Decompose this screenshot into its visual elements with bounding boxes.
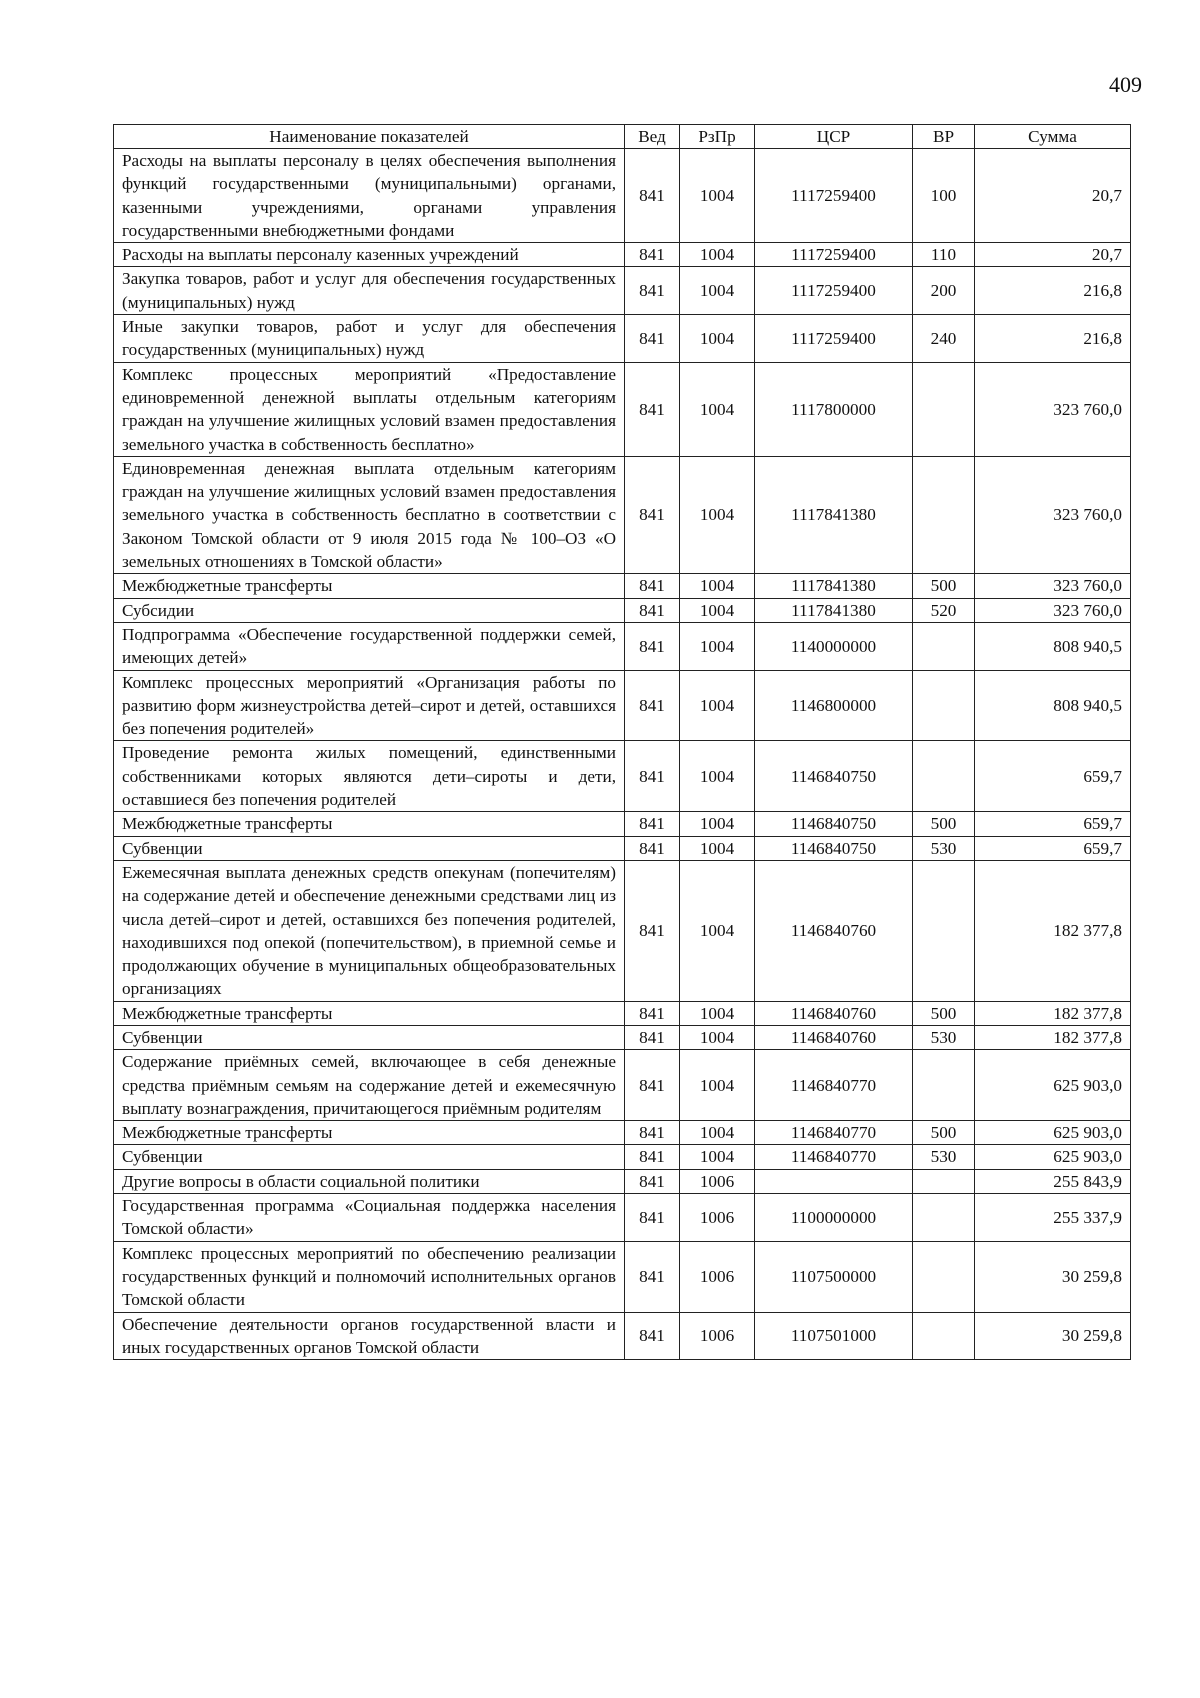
cell-sum: 20,7 [975, 149, 1131, 243]
cell-rzpr: 1006 [680, 1169, 755, 1193]
cell-vr: 500 [913, 1121, 975, 1145]
cell-ved: 841 [625, 1312, 680, 1360]
table-row [114, 1241, 1131, 1312]
cell-csr: 1146840760 [755, 860, 913, 1001]
page-number: 409 [1109, 72, 1142, 97]
cell-sum: 625 903,0 [975, 1121, 1131, 1145]
table-row [114, 1312, 1131, 1360]
cell-ved: 841 [625, 149, 680, 243]
cell-rzpr: 1004 [680, 456, 755, 573]
cell-name: Государственная программа «Социальная поддержка населения Томской области» [114, 1194, 625, 1242]
cell-name: Субвенции [114, 836, 625, 860]
cell-name: Обеспечение деятельности органов государственной власти и иных государственных органов Томской области [114, 1312, 625, 1360]
cell-rzpr: 1004 [680, 812, 755, 836]
cell-sum: 216,8 [975, 315, 1131, 363]
cell-vr [913, 1312, 975, 1360]
cell-ved: 841 [625, 1050, 680, 1121]
table-row [114, 315, 1131, 363]
cell-sum: 808 940,5 [975, 622, 1131, 670]
cell-name: Содержание приёмных семей, включающее в себя денежные средства приёмным семьям на содержание детей и ежемесячную выплату вознаграждения, причитающегося приёмным родителям [114, 1050, 625, 1121]
cell-vr [913, 456, 975, 573]
cell-name: Другие вопросы в области социальной политики [114, 1169, 625, 1193]
cell-vr [913, 1194, 975, 1242]
cell-name: Комплекс процессных мероприятий «Организация работы по развитию форм жизнеустройства детей–сирот и детей, оставшихся без попечения родителей» [114, 670, 625, 741]
cell-ved: 841 [625, 1241, 680, 1312]
cell-sum: 659,7 [975, 836, 1131, 860]
cell-name: Расходы на выплаты персоналу в целях обеспечения выполнения функций государственными (муниципальными) органами, казенными учреждениями, органами управления государственными внебюджетными фондами [114, 149, 625, 243]
cell-sum: 30 259,8 [975, 1312, 1131, 1360]
cell-csr: 1117841380 [755, 598, 913, 622]
cell-csr: 1146840750 [755, 812, 913, 836]
cell-name: Межбюджетные трансферты [114, 1001, 625, 1025]
cell-ved: 841 [625, 574, 680, 598]
cell-sum: 808 940,5 [975, 670, 1131, 741]
cell-ved: 841 [625, 315, 680, 363]
cell-rzpr: 1004 [680, 243, 755, 267]
cell-rzpr: 1004 [680, 836, 755, 860]
cell-csr: 1146800000 [755, 670, 913, 741]
cell-csr: 1117800000 [755, 362, 913, 456]
cell-vr: 500 [913, 1001, 975, 1025]
cell-vr: 100 [913, 149, 975, 243]
cell-csr: 1146840770 [755, 1050, 913, 1121]
cell-csr: 1117259400 [755, 149, 913, 243]
cell-vr: 530 [913, 836, 975, 860]
cell-sum: 216,8 [975, 267, 1131, 315]
cell-ved: 841 [625, 267, 680, 315]
cell-rzpr: 1006 [680, 1194, 755, 1242]
table-row [114, 574, 1131, 598]
cell-vr: 530 [913, 1025, 975, 1049]
cell-csr: 1146840760 [755, 1001, 913, 1025]
table-row [114, 836, 1131, 860]
cell-vr: 240 [913, 315, 975, 363]
budget-table [113, 124, 1131, 1360]
cell-csr: 1146840760 [755, 1025, 913, 1049]
cell-sum: 30 259,8 [975, 1241, 1131, 1312]
cell-csr: 1117841380 [755, 456, 913, 573]
cell-vr [913, 362, 975, 456]
cell-name: Иные закупки товаров, работ и услуг для обеспечения государственных (муниципальных) нужд [114, 315, 625, 363]
table-header-row [114, 125, 1131, 149]
cell-rzpr: 1004 [680, 1121, 755, 1145]
cell-sum: 323 760,0 [975, 574, 1131, 598]
cell-sum: 625 903,0 [975, 1145, 1131, 1169]
cell-sum: 625 903,0 [975, 1050, 1131, 1121]
cell-rzpr: 1004 [680, 1145, 755, 1169]
cell-vr [913, 741, 975, 812]
header-ved: Вед [625, 125, 680, 149]
cell-rzpr: 1004 [680, 1001, 755, 1025]
cell-rzpr: 1004 [680, 267, 755, 315]
cell-vr: 200 [913, 267, 975, 315]
cell-sum: 255 843,9 [975, 1169, 1131, 1193]
cell-vr [913, 1169, 975, 1193]
cell-ved: 841 [625, 362, 680, 456]
table-row [114, 1169, 1131, 1193]
cell-vr [913, 1241, 975, 1312]
cell-rzpr: 1004 [680, 315, 755, 363]
cell-name: Закупка товаров, работ и услуг для обеспечения государственных (муниципальных) нужд [114, 267, 625, 315]
cell-ved: 841 [625, 622, 680, 670]
cell-sum: 182 377,8 [975, 1001, 1131, 1025]
cell-ved: 841 [625, 1194, 680, 1242]
cell-sum: 323 760,0 [975, 598, 1131, 622]
cell-vr [913, 622, 975, 670]
cell-csr: 1107501000 [755, 1312, 913, 1360]
cell-rzpr: 1004 [680, 670, 755, 741]
cell-rzpr: 1004 [680, 362, 755, 456]
cell-sum: 323 760,0 [975, 456, 1131, 573]
table-row [114, 243, 1131, 267]
cell-ved: 841 [625, 860, 680, 1001]
table-row [114, 149, 1131, 243]
table-body [114, 149, 1131, 1360]
cell-rzpr: 1004 [680, 574, 755, 598]
cell-rzpr: 1004 [680, 741, 755, 812]
cell-rzpr: 1004 [680, 1050, 755, 1121]
cell-sum: 659,7 [975, 812, 1131, 836]
cell-rzpr: 1004 [680, 860, 755, 1001]
cell-ved: 841 [625, 1025, 680, 1049]
cell-csr: 1117259400 [755, 315, 913, 363]
table-row [114, 1001, 1131, 1025]
cell-ved: 841 [625, 836, 680, 860]
cell-ved: 841 [625, 456, 680, 573]
cell-ved: 841 [625, 598, 680, 622]
cell-rzpr: 1006 [680, 1241, 755, 1312]
cell-name: Межбюджетные трансферты [114, 812, 625, 836]
cell-ved: 841 [625, 243, 680, 267]
cell-name: Межбюджетные трансферты [114, 574, 625, 598]
cell-csr: 1117259400 [755, 267, 913, 315]
cell-csr [755, 1169, 913, 1193]
cell-ved: 841 [625, 1121, 680, 1145]
cell-vr: 530 [913, 1145, 975, 1169]
table-row [114, 812, 1131, 836]
cell-name: Межбюджетные трансферты [114, 1121, 625, 1145]
cell-ved: 841 [625, 670, 680, 741]
cell-ved: 841 [625, 1145, 680, 1169]
header-csr: ЦСР [755, 125, 913, 149]
cell-csr: 1117841380 [755, 574, 913, 598]
cell-vr [913, 670, 975, 741]
cell-sum: 255 337,9 [975, 1194, 1131, 1242]
cell-csr: 1146840770 [755, 1121, 913, 1145]
table-row [114, 1050, 1131, 1121]
cell-name: Расходы на выплаты персоналу казенных учреждений [114, 243, 625, 267]
table-row [114, 1145, 1131, 1169]
cell-vr [913, 1050, 975, 1121]
cell-vr: 500 [913, 574, 975, 598]
cell-name: Комплекс процессных мероприятий «Предоставление единовременной денежной выплаты отдельным категориям граждан на улучшение жилищных условий взамен предоставления земельного участка в собственность бесплатно» [114, 362, 625, 456]
cell-name: Субвенции [114, 1025, 625, 1049]
cell-csr: 1140000000 [755, 622, 913, 670]
cell-name: Субсидии [114, 598, 625, 622]
cell-rzpr: 1004 [680, 622, 755, 670]
header-name: Наименование показателей [114, 125, 625, 149]
cell-csr: 1100000000 [755, 1194, 913, 1242]
cell-name: Комплекс процессных мероприятий по обеспечению реализации государственных функций и полномочий исполнительных органов Томской области [114, 1241, 625, 1312]
table-row [114, 598, 1131, 622]
cell-vr: 520 [913, 598, 975, 622]
cell-sum: 659,7 [975, 741, 1131, 812]
table-row [114, 670, 1131, 741]
cell-ved: 841 [625, 812, 680, 836]
cell-vr [913, 860, 975, 1001]
table-row [114, 860, 1131, 1001]
cell-ved: 841 [625, 741, 680, 812]
cell-csr: 1107500000 [755, 1241, 913, 1312]
header-rzpr: РзПр [680, 125, 755, 149]
cell-sum: 182 377,8 [975, 860, 1131, 1001]
cell-name: Подпрограмма «Обеспечение государственной поддержки семей, имеющих детей» [114, 622, 625, 670]
cell-sum: 182 377,8 [975, 1025, 1131, 1049]
cell-name: Единовременная денежная выплата отдельным категориям граждан на улучшение жилищных условий взамен предоставления земельного участка в собственность бесплатно в соответствии с Законом Томской области от 9 июля 2015 года № 100–ОЗ «О земельных отношениях в Томской области» [114, 456, 625, 573]
cell-csr: 1146840750 [755, 741, 913, 812]
cell-vr: 110 [913, 243, 975, 267]
cell-sum: 323 760,0 [975, 362, 1131, 456]
cell-sum: 20,7 [975, 243, 1131, 267]
header-sum: Сумма [975, 125, 1131, 149]
cell-name: Ежемесячная выплата денежных средств опекунам (попечителям) на содержание детей и обеспечение денежными средствами лиц из числа детей–сирот и детей, оставшихся без попечения родителей, находившихся под опекой (попечительством), в приемной семье и продолжающих обучение в муниципальных общеобразовательных организациях [114, 860, 625, 1001]
table-row [114, 267, 1131, 315]
cell-rzpr: 1006 [680, 1312, 755, 1360]
cell-vr: 500 [913, 812, 975, 836]
cell-csr: 1117259400 [755, 243, 913, 267]
cell-rzpr: 1004 [680, 598, 755, 622]
cell-name: Субвенции [114, 1145, 625, 1169]
table-row [114, 456, 1131, 573]
table-row [114, 1025, 1131, 1049]
cell-rzpr: 1004 [680, 1025, 755, 1049]
header-vr: ВР [913, 125, 975, 149]
table-row [114, 1194, 1131, 1242]
cell-name: Проведение ремонта жилых помещений, единственными собственниками которых являются дети–сироты и дети, оставшиеся без попечения родителей [114, 741, 625, 812]
cell-csr: 1146840750 [755, 836, 913, 860]
table-row [114, 1121, 1131, 1145]
cell-ved: 841 [625, 1169, 680, 1193]
table-row [114, 622, 1131, 670]
table-row [114, 741, 1131, 812]
cell-ved: 841 [625, 1001, 680, 1025]
table-row [114, 362, 1131, 456]
cell-rzpr: 1004 [680, 149, 755, 243]
cell-csr: 1146840770 [755, 1145, 913, 1169]
